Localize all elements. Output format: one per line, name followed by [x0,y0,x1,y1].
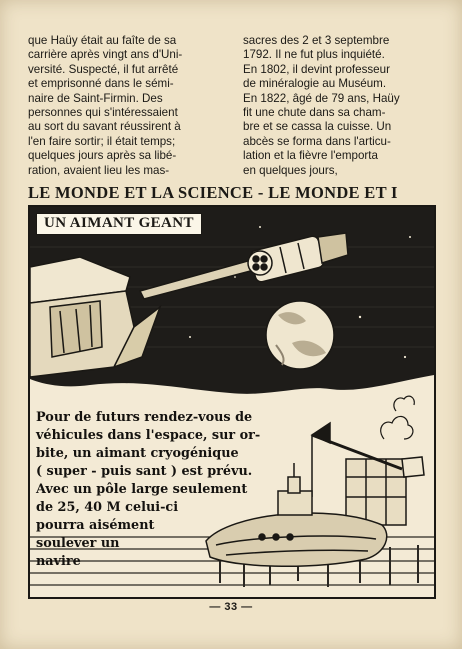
text-line: personnes qui s'intéressaient [28,106,178,120]
text-line: carrière après vingt ans d'Uni- [28,48,183,62]
text-line: ration, avaient lieu les mas- [28,163,170,177]
caption-line: véhicules dans l'espace, sur or- [36,428,261,443]
text-line: En 1822, âgé de 79 ans, Haüy [243,91,400,105]
caption-line: Pour de futurs rendez-vous de [36,410,253,425]
caption-line: bite, un aimant cryogénique [36,446,239,461]
comic-panel [28,205,436,599]
caption-line: soulever un [36,536,120,551]
text-line: au sort du savant réussirent à [28,120,181,134]
page-number: — 33 — [209,601,253,613]
smoke [381,396,415,439]
planet [266,301,334,369]
text-line: de minéralogie au Muséum. [243,77,387,91]
text-line: En 1802, il devint professeur [243,62,390,76]
text-line: sacres des 2 et 3 septembre [243,34,390,47]
text-line: naire de Saint-Firmin. Des [28,91,163,105]
section-banner: LE MONDE ET LA SCIENCE - LE MONDE ET I [28,183,398,202]
article-right-column [243,34,431,178]
text-line: quelques jours après sa libé- [28,149,177,163]
text-line: en quelques jours, [243,163,338,177]
text-line: versité. Suspecté, il fut arrêté [28,62,179,76]
comic-title: UN AIMANT GEANT [36,213,202,235]
caption-line: navire [36,554,81,569]
text-line: et emprisonné dans le sémi- [28,77,174,91]
caption-line: Avec un pôle large seulement [36,482,248,497]
text-line: que Haüy était au faîte de sa [28,34,177,47]
text-line: 1792. Il ne fut plus inquiété. [243,48,385,62]
article-left-column [28,34,216,178]
caption-line: ( super - puis sant ) est prévu. [36,464,253,479]
comic-caption [36,409,336,571]
text-line: fit une chute dans sa cham- [243,106,386,120]
text-line: lation et la fièvre l'emporta [243,149,378,163]
text-line: abcès se forma dans l'articu- [243,134,391,148]
caption-line: pourra aisément [36,518,155,533]
text-line: bre et se cassa la cuisse. Un [243,120,392,134]
text-line: l'en faire sortir; il était temps; [28,134,176,148]
caption-line: de 25, 40 M celui-ci [36,500,179,515]
